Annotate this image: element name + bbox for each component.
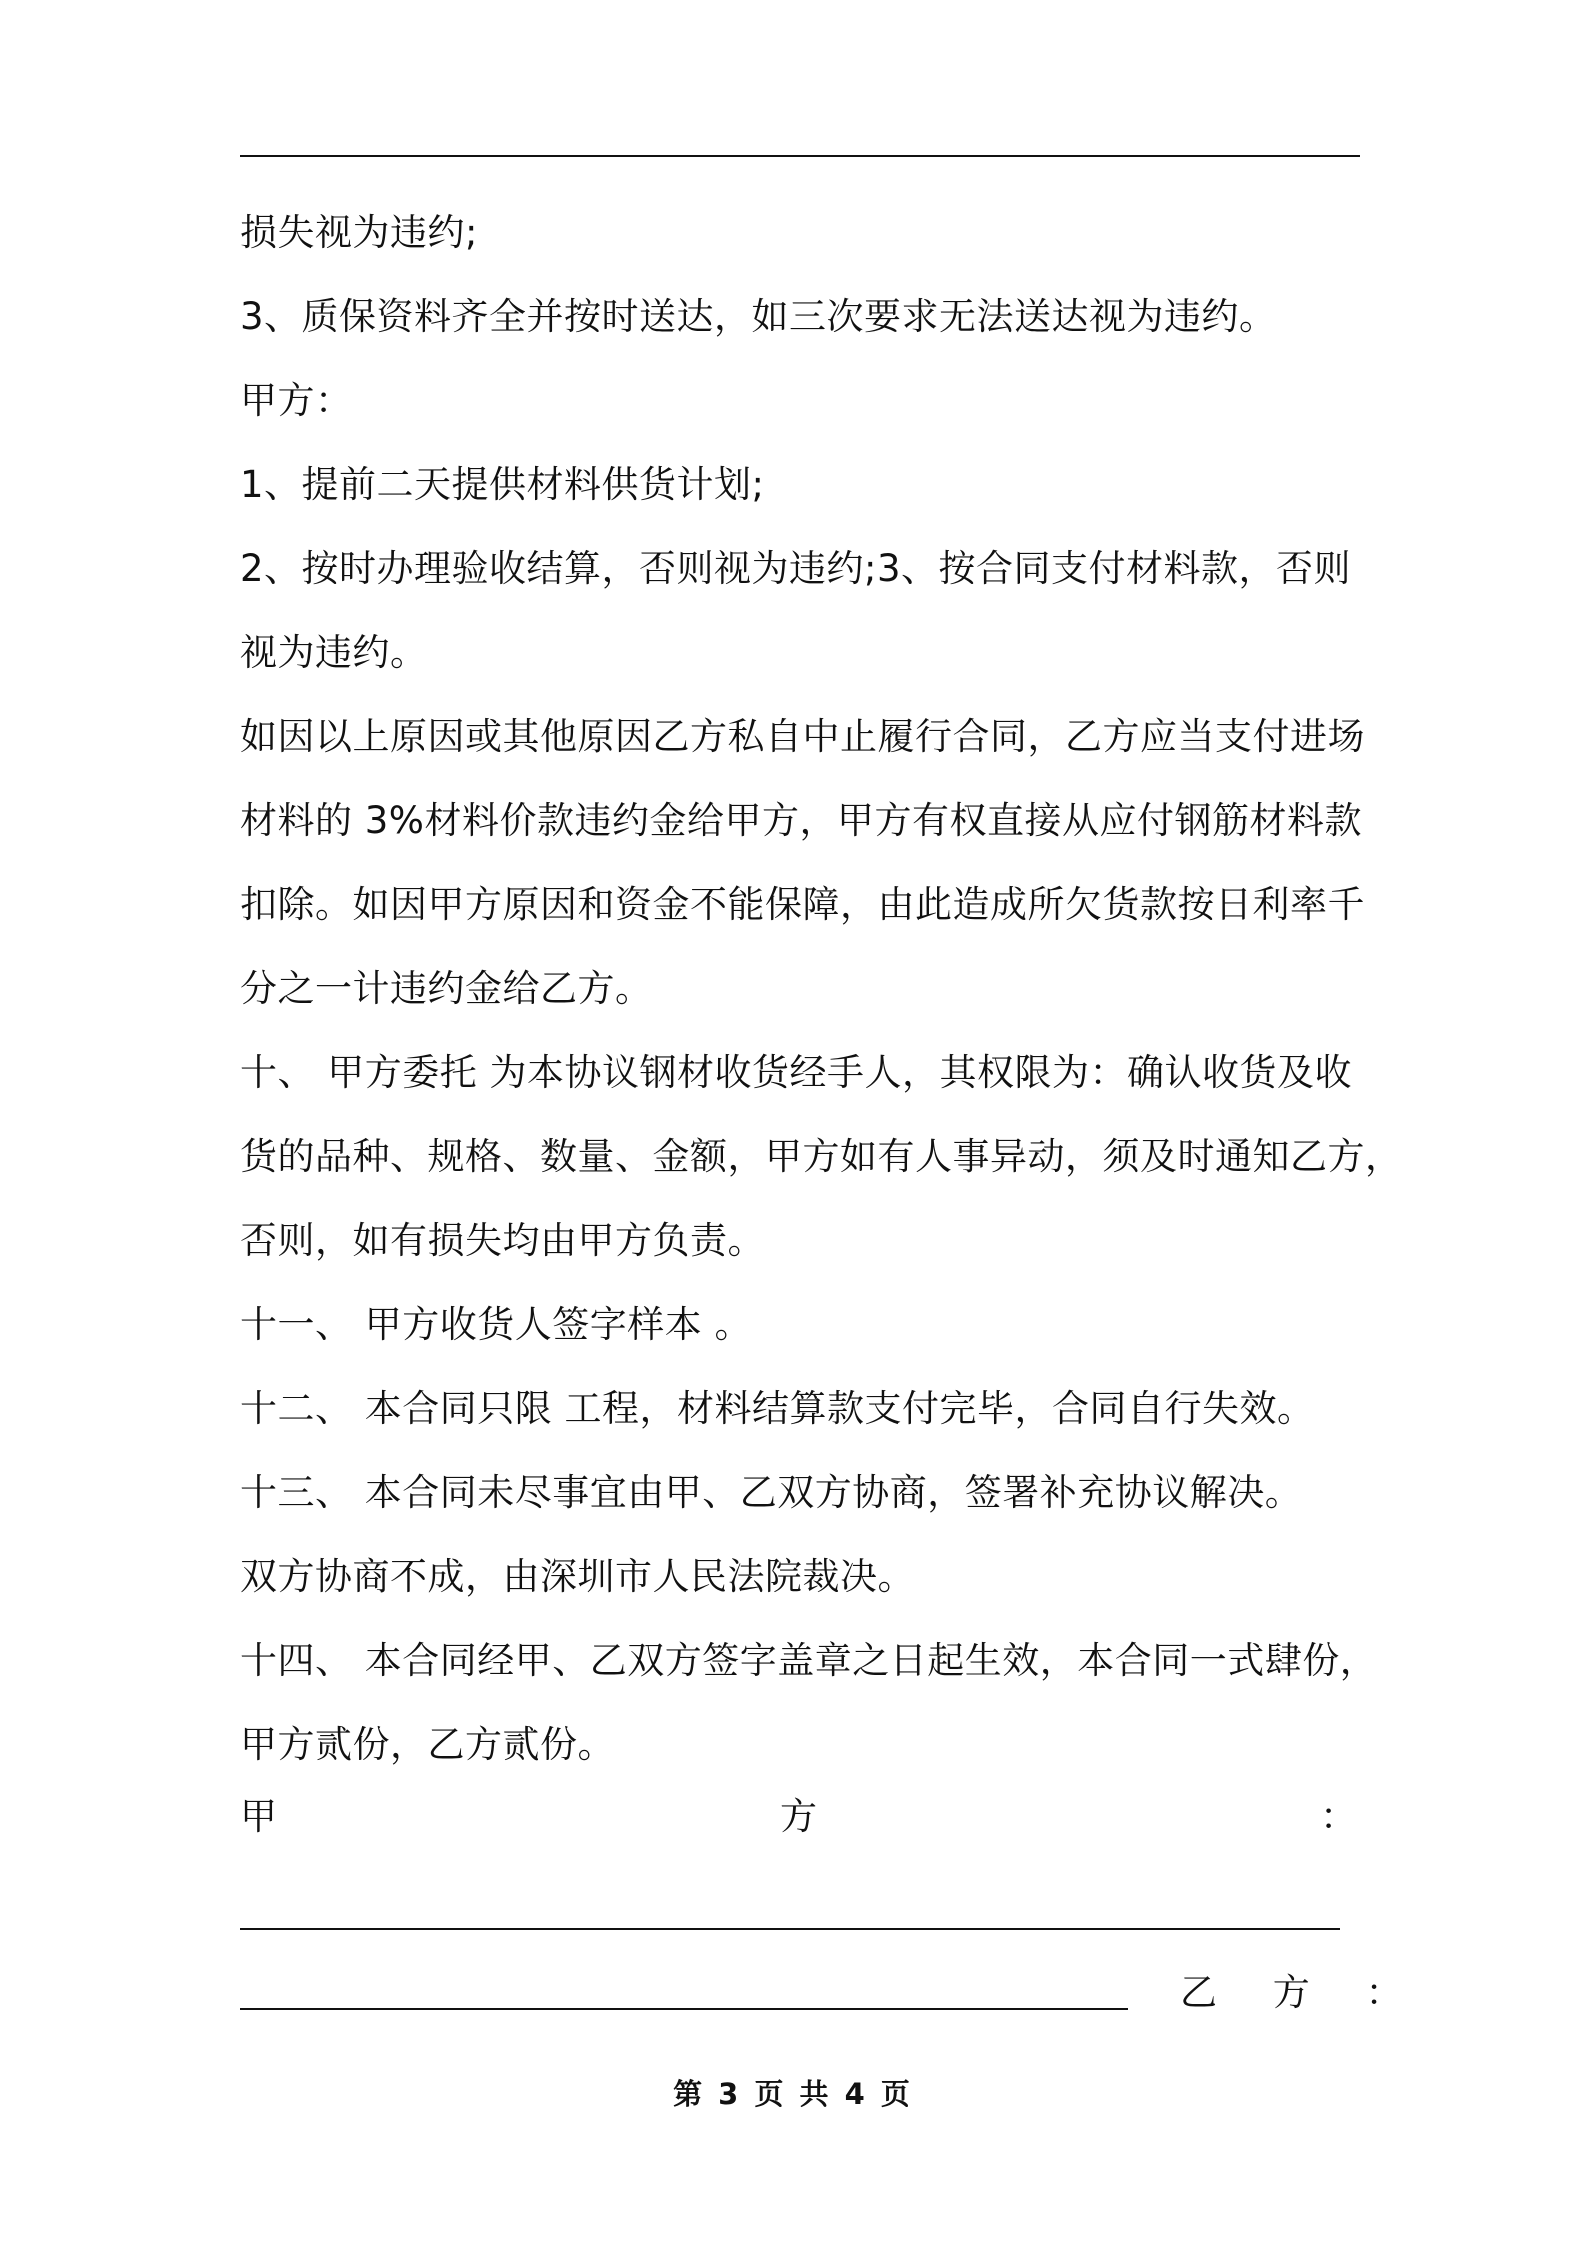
- text-line: 如因以上原因或其他原因乙方私自中止履行合同，乙方应当支付进场: [240, 715, 1365, 758]
- text-line: 1、提前二天提供材料供货计划;: [240, 463, 765, 506]
- text-line: 扣除。如因甲方原因和资金不能保障，由此造成所欠货款按日利率千: [240, 883, 1365, 926]
- text-line: 货的品种、规格、数量、金额，甲方如有人事异动，须及时通知乙方，: [240, 1135, 1403, 1178]
- text-line: 2、按时办理验收结算，否则视为违约;3、按合同支付材料款，否则: [240, 547, 1352, 590]
- party-a-signature-label: [240, 1792, 1357, 1842]
- signature-line-b: [240, 2008, 1128, 2010]
- text-line: 甲方：: [240, 379, 353, 422]
- text-line: 十二、 本合同只限 工程，材料结算款支付完毕，合同自行失效。: [240, 1387, 1315, 1430]
- text-line: 损失视为违约;: [240, 211, 478, 254]
- text-line: 甲方贰份，乙方贰份。: [240, 1723, 615, 1766]
- text-line: 视为违约。: [240, 631, 428, 674]
- text-line: 十、 甲方委托 为本协议钢材收货经手人，其权限为：确认收货及收: [240, 1051, 1353, 1094]
- text-line: 十四、 本合同经甲、乙双方签字盖章之日起生效，本合同一式肆份，: [240, 1639, 1378, 1682]
- text-line: 材料的 3%材料价款违约金给甲方，甲方有权直接从应付钢筋材料款: [240, 799, 1362, 842]
- signature-line-a: [240, 1928, 1340, 1930]
- text-line: 否则，如有损失均由甲方负责。: [240, 1219, 765, 1262]
- text-line: 十一、 甲方收货人签字样本 。: [240, 1303, 753, 1346]
- header-rule: [240, 155, 1360, 157]
- text-line: 分之一计违约金给乙方。: [240, 967, 653, 1010]
- party-a-char: 方: [780, 1795, 817, 1838]
- text-line: 双方协商不成，由深圳市人民法院裁决。: [240, 1555, 915, 1598]
- text-line: 十三、 本合同未尽事宜由甲、乙双方协商，签署补充协议解决。: [240, 1471, 1303, 1514]
- party-a-colon: ：: [1320, 1795, 1357, 1838]
- party-b-signature-label: 乙 方 ：: [1180, 1971, 1425, 2014]
- page-indicator: 第 3 页 共 4 页: [673, 2077, 913, 2111]
- party-a-char: 甲: [240, 1795, 277, 1838]
- text-line: 3、质保资料齐全并按时送达，如三次要求无法送达视为违约。: [240, 295, 1277, 338]
